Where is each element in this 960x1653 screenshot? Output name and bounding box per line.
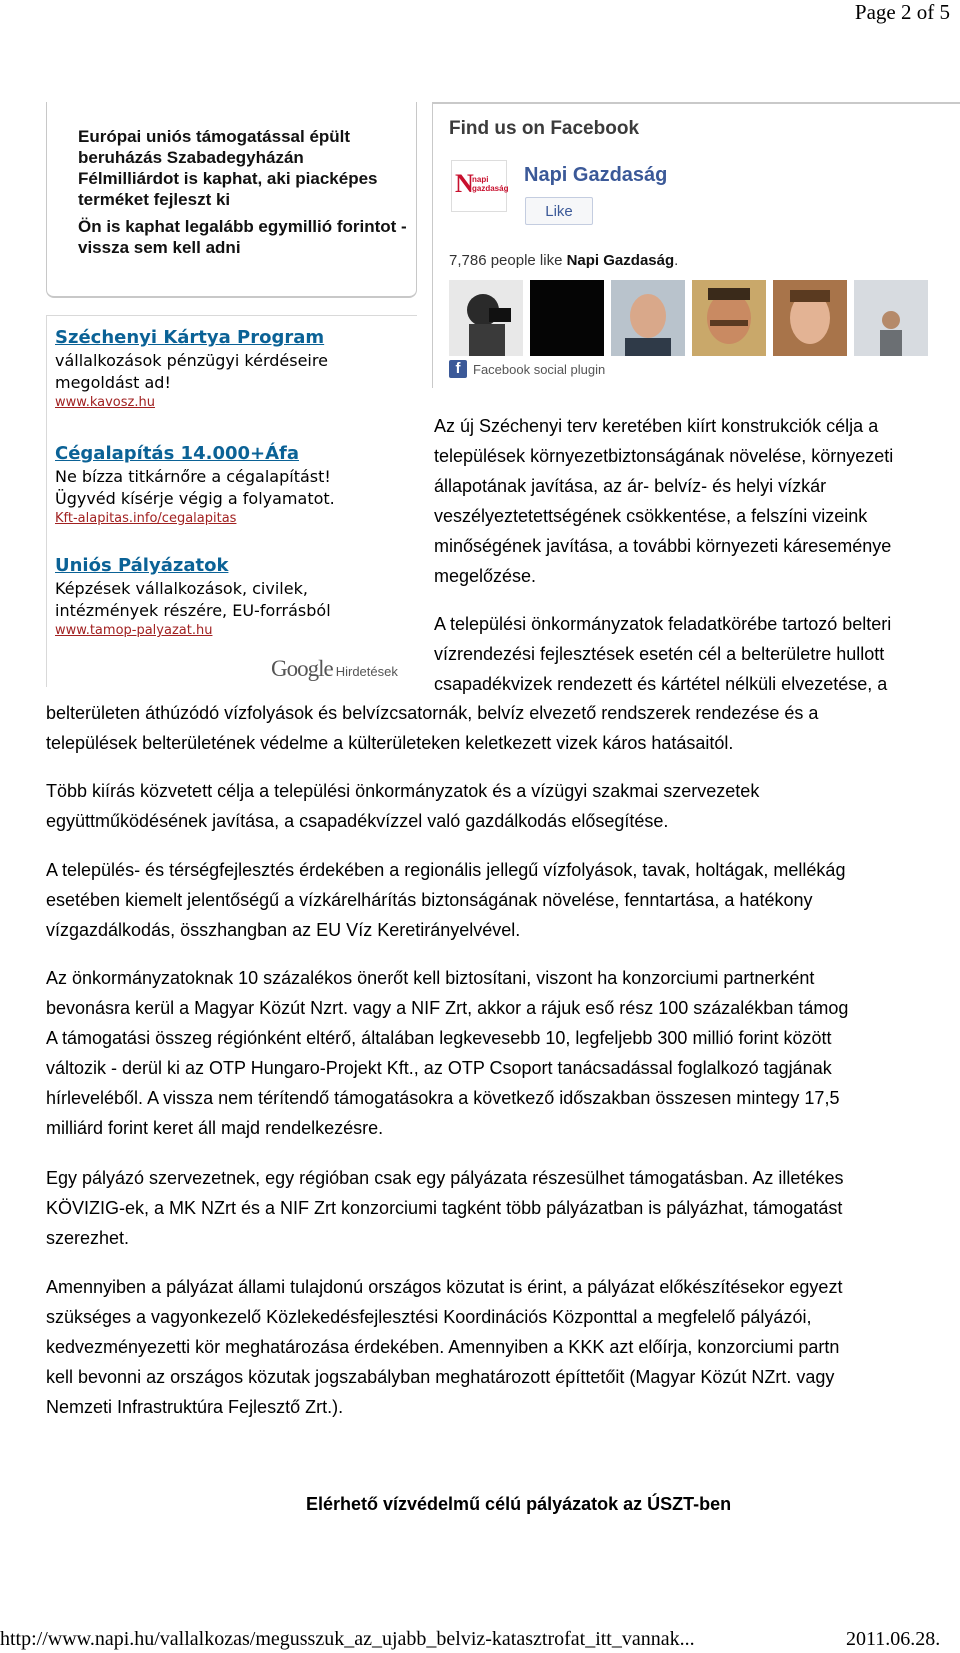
text-line: A támogatási összeg régiónként eltérő, általában legkevesebb 10, legfeljebb 300 millió forint között xyxy=(46,1028,832,1048)
text-line: KÖVIZIG-ek, a MK NZrt és a NIF Zrt konzorciumi tagként több pályázatban is pályázhat, támogatást xyxy=(46,1198,843,1218)
text-line: hírleveléből. A vissza nem térítendő támogatásokra a következő időszakban összesen mintegy 17,5 xyxy=(46,1088,840,1108)
text-line: A települési önkormányzatok feladatkörébe tartozó belteri xyxy=(434,614,892,634)
facebook-icon: f xyxy=(449,360,467,378)
like-count-page-name[interactable]: Napi Gazdaság xyxy=(566,252,675,269)
ad-text-line: Ügyvéd kísérje végig a folyamatot. xyxy=(55,489,335,508)
article-paragraph xyxy=(46,698,960,758)
ad-title-link[interactable]: Uniós Pályázatok xyxy=(55,555,229,576)
article-paragraph xyxy=(46,1163,960,1253)
text-line: megelőzése. xyxy=(434,566,537,586)
text-line: belterületen áthúzódó vízfolyások és belvízcsatornák, belvíz elvezető rendszerek rendezése és a xyxy=(46,703,819,723)
text-line: Több kiírás közvetett célja a települési önkormányzatok és a vízügyi szakmai szervezetek xyxy=(46,781,760,801)
text-line: szerezhet. xyxy=(46,1228,130,1248)
text-line: kell bevonni az országos közutak jogszabályban meghatározott építtetőit (Magyar Közút NZrt. vagy xyxy=(46,1367,835,1387)
text-line: Egy pályázó szervezetnek, egy régióban csak egy pályázata részesülhet támogatásban. Az illetékes xyxy=(46,1168,844,1188)
text-line: Az önkormányzatoknak 10 százalékos önerőt kell biztosítani, viszont ha konzorciumi partnerként xyxy=(46,968,815,988)
text-line: változik - derül ki az OTP Hungaro-Projekt Kft., az OTP Csoport tanácsadással foglalkozó tagjának xyxy=(46,1058,832,1078)
fan-avatar[interactable] xyxy=(773,280,847,356)
text-line: milliárd forint keret áll majd rendelkezésre. xyxy=(46,1118,384,1138)
fan-avatar[interactable] xyxy=(530,280,604,356)
article-paragraph xyxy=(46,855,960,945)
facebook-social-plugin-footer xyxy=(449,360,605,378)
fan-avatar[interactable] xyxy=(449,280,523,356)
text-line: csapadékvizek rendezett és kártétel nélküli elvezetése, a xyxy=(434,674,888,694)
text-line: települések környezetbiztonságának növelése, környezeti xyxy=(434,446,894,466)
ad-item xyxy=(55,554,405,640)
ad-title-link[interactable]: Széchenyi Kártya Program xyxy=(55,327,325,348)
text-line: esetében kiemelt jelentőségű a vízkárelhárítás biztonságának növelése, fenntartása, a hatékony xyxy=(46,890,813,910)
hirdetesek-label: Hirdetések xyxy=(335,664,398,679)
text-line: minőségének javítása, a további környezeti káreseménye xyxy=(434,536,892,556)
like-count-suffix: . xyxy=(674,252,679,269)
headline-link[interactable]: Ön is kaphat legalább egymillió forintot - vissza sem kell adni xyxy=(78,217,407,257)
napi-gazdasag-logo[interactable]: N napi gazdaság xyxy=(451,160,507,212)
fan-avatar[interactable] xyxy=(611,280,685,356)
related-headlines-box xyxy=(46,102,417,298)
text-line: állapotának javítása, az ár- belvíz- és helyi vízkár xyxy=(434,476,827,496)
fan-avatar[interactable] xyxy=(692,280,766,356)
article-paragraph-top xyxy=(434,609,960,699)
headline-link[interactable]: Európai uniós támogatással épült beruházás Szabadegyházán xyxy=(78,127,351,167)
google-ads-label[interactable] xyxy=(271,656,398,682)
facebook-like-box xyxy=(432,102,960,388)
ad-text-line: Ne bízza titkárnőre a cégalapítást! xyxy=(55,467,331,486)
text-line: A település- és térségfejlesztés érdekében a regionális jellegű vízfolyások, tavak, holtágak, mellékág xyxy=(46,860,846,880)
section-heading-text: Elérhető vízvédelmű célú pályázatok az ÚSZT-ben xyxy=(306,1494,732,1514)
page-footer xyxy=(0,1628,960,1653)
ad-text-line: Képzések vállalkozások, civilek, xyxy=(55,579,308,598)
page-number-header: Page 2 of 5 xyxy=(854,0,950,24)
text-line: vízrendezési fejlesztések esetén cél a belterületre hullott xyxy=(434,644,885,664)
text-line: bevonásra kerül a Magyar Közút Nzrt. vagy a NIF Zrt, akkor a rájuk eső rész 100 százalékban támog xyxy=(46,998,849,1018)
ad-text-line: megoldást ad! xyxy=(55,373,171,392)
article-paragraph xyxy=(434,411,960,591)
article-paragraph xyxy=(46,776,960,836)
facebook-fan-faces xyxy=(449,280,960,356)
fan-avatar[interactable] xyxy=(854,280,928,356)
ad-url-link[interactable]: www.tamop-palyazat.hu xyxy=(55,623,213,638)
ad-text-line: intézmények részére, EU-forrásból xyxy=(55,601,331,620)
headline-link[interactable]: Félmilliárdot is kaphat, aki piacképes terméket fejleszt ki xyxy=(78,169,378,209)
facebook-like-count xyxy=(449,252,678,269)
ad-item xyxy=(55,442,405,528)
facebook-box-title: Find us on Facebook xyxy=(449,118,640,139)
ad-url-link[interactable]: www.kavosz.hu xyxy=(55,395,155,410)
text-line: vízgazdálkodás, összhangban az EU Víz Keretirányelvével. xyxy=(46,920,521,940)
like-count-prefix: 7,786 people like xyxy=(449,252,567,269)
footer-url: http://www.napi.hu/vallalkozas/megusszuk_az_ujabb_belviz-katasztrofat_itt_vannak... xyxy=(0,1628,695,1650)
text-line: Az új Széchenyi terv keretében kiírt konstrukciók célja a xyxy=(434,416,879,436)
text-line: veszélyeztetettségének csökkentése, a felszíni vizeink xyxy=(434,506,868,526)
text-line: kedvezményezetti kör meghatározása érdekében. Amennyiben a KKK azt előírja, konzorciumi partn xyxy=(46,1337,840,1357)
facebook-like-button[interactable]: Like xyxy=(525,197,593,225)
text-line: szükséges a vagyonkezelő Közlekedésfejlesztési Koordinációs Központtal a megfelelő pályázói, xyxy=(46,1307,812,1327)
text-line: Amennyiben a pályázat állami tulajdonú országos közutat is érint, a pályázat előkészítésekor egyezt xyxy=(46,1277,843,1297)
logo-text: napi gazdaság xyxy=(472,175,509,193)
article-paragraph xyxy=(46,1272,960,1422)
article-paragraph xyxy=(46,963,960,1143)
google-logo-text: Google xyxy=(271,656,333,681)
ad-text-line: vállalkozások pénzügyi kérdéseire xyxy=(55,351,328,370)
google-ads-box xyxy=(46,315,417,687)
ad-url-link[interactable]: Kft-alapitas.info/cegalapitas xyxy=(55,511,237,526)
facebook-page-name-link[interactable]: Napi Gazdaság xyxy=(524,164,668,186)
ad-item xyxy=(55,326,405,412)
text-line: Nemzeti Infrastruktúra Fejlesztő Zrt.). xyxy=(46,1397,344,1417)
footer-date: 2011.06.28. xyxy=(846,1628,941,1650)
text-line: együttműködésének javítása, a csapadékvízzel való gazdálkodás elősegítése. xyxy=(46,811,669,831)
ad-title-link[interactable]: Cégalapítás 14.000+Áfa xyxy=(55,443,300,464)
facebook-plugin-label: Facebook social plugin xyxy=(473,361,606,377)
text-line: települések belterületének védelme a külterületeken keletkezett vizek káros hatásaitól. xyxy=(46,733,734,753)
